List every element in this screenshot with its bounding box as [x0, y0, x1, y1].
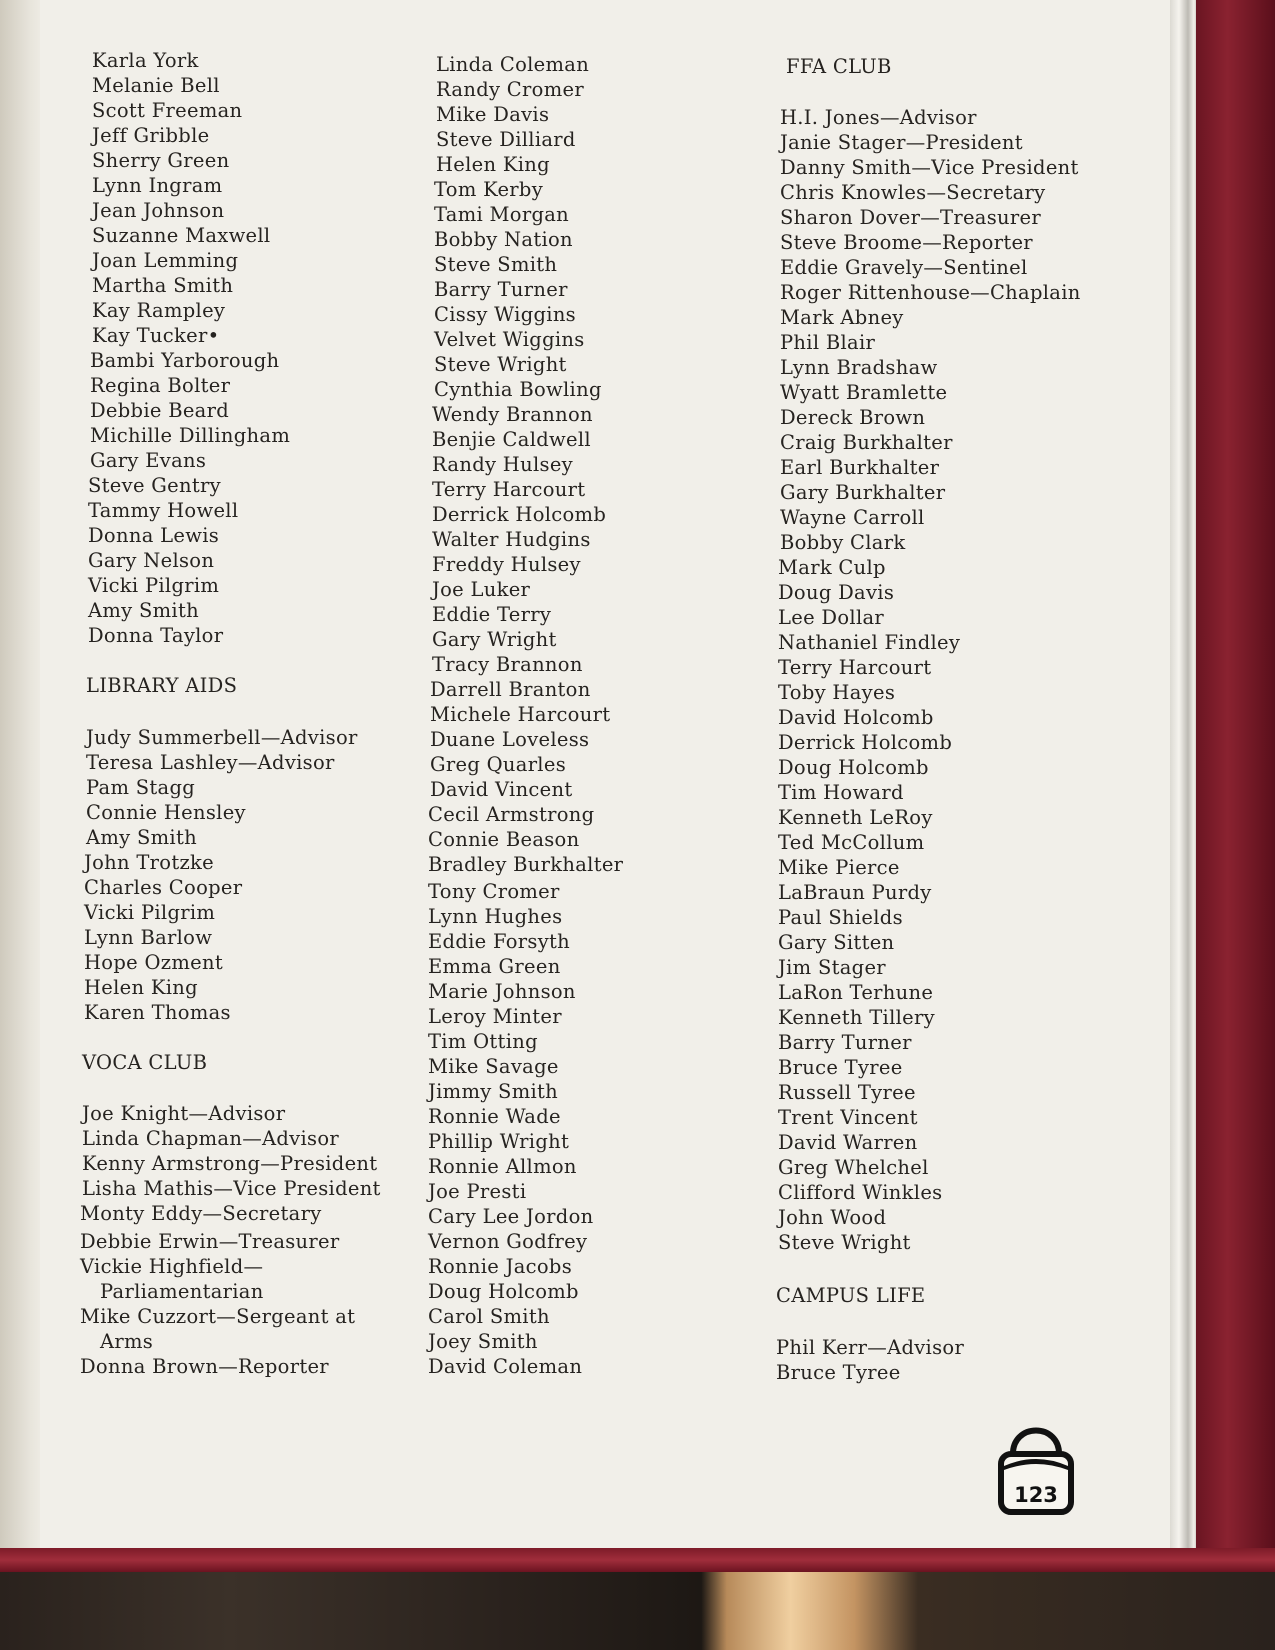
- list-item: Gary Sitten: [778, 931, 895, 954]
- list-item: Roger Rittenhouse—Chaplain: [780, 281, 1081, 304]
- list-item: Randy Cromer: [436, 78, 584, 101]
- list-item: Helen King: [436, 153, 550, 176]
- list-item: Amy Smith: [88, 599, 199, 622]
- list-item: Scott Freeman: [92, 99, 243, 122]
- list-item: Joe Knight—Advisor: [82, 1102, 286, 1125]
- list-item: Gary Evans: [90, 449, 207, 472]
- list-item: Eddie Terry: [432, 603, 552, 626]
- list-item: Doug Davis: [778, 581, 895, 604]
- list-item: Linda Chapman—Advisor: [82, 1127, 340, 1150]
- list-item: Barry Turner: [434, 278, 568, 301]
- list-item: Monty Eddy—Secretary: [80, 1202, 322, 1225]
- background-surface: [0, 1572, 1275, 1650]
- list-item: Gary Nelson: [88, 549, 215, 572]
- list-item: Phil Kerr—Advisor: [776, 1336, 965, 1359]
- list-item: Earl Burkhalter: [780, 456, 940, 479]
- list-item: Cissy Wiggins: [434, 303, 576, 326]
- list-item: Tony Cromer: [428, 880, 560, 903]
- list-item: Toby Hayes: [778, 681, 896, 704]
- list-item: Lynn Ingram: [92, 174, 223, 197]
- list-item: Bruce Tyree: [776, 1361, 901, 1384]
- list-item: Arms: [100, 1330, 154, 1353]
- book-cover-bottom: [0, 1548, 1275, 1572]
- list-item: Vicki Pilgrim: [84, 901, 216, 924]
- list-item: Sherry Green: [92, 149, 230, 172]
- section-heading: VOCA CLUB: [82, 1051, 208, 1074]
- list-item: Wayne Carroll: [780, 506, 925, 529]
- list-item: Derrick Holcomb: [778, 731, 953, 754]
- section-heading: LIBRARY AIDS: [86, 674, 238, 697]
- list-item: Karla York: [92, 49, 199, 72]
- list-item: Duane Loveless: [430, 728, 590, 751]
- list-item: Eddie Forsyth: [428, 930, 571, 953]
- list-item: Leroy Minter: [428, 1005, 562, 1028]
- list-item: Lisha Mathis—Vice President: [82, 1177, 381, 1200]
- list-item: David Coleman: [428, 1355, 583, 1378]
- list-item: H.I. Jones—Advisor: [780, 106, 977, 129]
- list-item: Clifford Winkles: [778, 1181, 943, 1204]
- list-item: Gary Wright: [432, 628, 557, 651]
- list-item: Ronnie Jacobs: [428, 1255, 573, 1278]
- list-item: Doug Holcomb: [778, 756, 929, 779]
- list-item: Darrell Branton: [430, 678, 591, 701]
- list-item: Freddy Hulsey: [432, 553, 581, 576]
- list-item: Mike Savage: [428, 1055, 559, 1078]
- list-item: Joan Lemming: [92, 249, 239, 272]
- list-item: Sharon Dover—Treasurer: [780, 206, 1041, 229]
- list-item: Chris Knowles—Secretary: [780, 181, 1046, 204]
- list-item: John Trotzke: [84, 851, 215, 874]
- list-item: Tim Otting: [428, 1030, 538, 1053]
- list-item: Tami Morgan: [434, 203, 570, 226]
- list-item: Janie Stager—President: [780, 131, 1023, 154]
- list-item: Donna Lewis: [88, 524, 220, 547]
- list-item: Mark Abney: [780, 306, 904, 329]
- list-item: Phil Blair: [780, 331, 876, 354]
- list-item: Jimmy Smith: [428, 1080, 559, 1103]
- list-item: Cynthia Bowling: [434, 378, 602, 401]
- list-item: Doug Holcomb: [428, 1280, 579, 1303]
- list-item: Bambi Yarborough: [90, 349, 280, 372]
- list-item: Amy Smith: [86, 826, 197, 849]
- list-item: Lynn Bradshaw: [780, 356, 938, 379]
- list-item: Ronnie Wade: [428, 1105, 561, 1128]
- list-item: Donna Taylor: [88, 624, 224, 647]
- list-item: Donna Brown—Reporter: [80, 1355, 329, 1378]
- list-item: Gary Burkhalter: [780, 481, 946, 504]
- list-item: Greg Whelchel: [778, 1156, 929, 1179]
- list-item: Russell Tyree: [778, 1081, 916, 1104]
- list-item: Debbie Beard: [90, 399, 230, 422]
- list-item: Debbie Erwin—Treasurer: [80, 1230, 340, 1253]
- section-heading: FFA CLUB: [786, 55, 892, 78]
- list-item: LaRon Terhune: [778, 981, 934, 1004]
- page-number: 123: [1014, 1483, 1058, 1507]
- list-item: Tom Kerby: [434, 178, 544, 201]
- list-item: Mike Pierce: [778, 856, 900, 879]
- list-item: Greg Quarles: [430, 753, 566, 776]
- list-item: Steve Wright: [434, 353, 567, 376]
- list-item: Hope Ozment: [84, 951, 223, 974]
- list-item: Bobby Nation: [434, 228, 573, 251]
- list-item: Marie Johnson: [428, 980, 576, 1003]
- list-item: Mike Cuzzort—Sergeant at: [80, 1305, 356, 1328]
- list-item: Bradley Burkhalter: [428, 853, 624, 876]
- list-item: David Vincent: [430, 778, 573, 801]
- list-item: David Holcomb: [778, 706, 934, 729]
- list-item: Connie Hensley: [86, 801, 246, 824]
- list-item: Cecil Armstrong: [428, 803, 595, 826]
- list-item: Tammy Howell: [88, 499, 239, 522]
- list-item: Martha Smith: [92, 274, 234, 297]
- section-heading: CAMPUS LIFE: [776, 1284, 926, 1307]
- list-item: Bruce Tyree: [778, 1056, 903, 1079]
- list-item: Barry Turner: [778, 1031, 912, 1054]
- list-item: Kenny Armstrong—President: [82, 1152, 378, 1175]
- list-item: Jim Stager: [778, 956, 886, 979]
- list-item: Wendy Brannon: [432, 403, 593, 426]
- list-item: Suzanne Maxwell: [92, 224, 271, 247]
- list-item: Teresa Lashley—Advisor: [86, 751, 335, 774]
- list-item: Mike Davis: [436, 103, 550, 126]
- list-item: Lee Dollar: [778, 606, 885, 629]
- list-item: Wyatt Bramlette: [780, 381, 948, 404]
- list-item: Phillip Wright: [428, 1130, 570, 1153]
- list-item: John Wood: [778, 1206, 887, 1229]
- book-cover-right: [1196, 0, 1275, 1560]
- list-item: Joe Presti: [428, 1180, 527, 1203]
- page-gutter-shadow: [0, 0, 44, 1560]
- list-item: Michele Harcourt: [430, 703, 611, 726]
- list-item: Terry Harcourt: [432, 478, 586, 501]
- list-item: Tracy Brannon: [432, 653, 583, 676]
- list-item: Mark Culp: [778, 556, 886, 579]
- list-item: Kenneth Tillery: [778, 1006, 935, 1029]
- list-item: Bobby Clark: [780, 531, 906, 554]
- list-item: Lynn Hughes: [428, 905, 563, 928]
- list-item: Parliamentarian: [100, 1280, 264, 1303]
- list-item: Kenneth LeRoy: [778, 806, 933, 829]
- list-item: Randy Hulsey: [432, 453, 573, 476]
- list-item: Steve Dilliard: [436, 128, 576, 151]
- list-item: Pam Stagg: [86, 776, 196, 799]
- list-item: Vernon Godfrey: [428, 1230, 588, 1253]
- list-item: Jeff Gribble: [92, 124, 210, 147]
- list-item: Steve Broome—Reporter: [780, 231, 1033, 254]
- list-item: Carol Smith: [428, 1305, 550, 1328]
- list-item: Benjie Caldwell: [432, 428, 591, 451]
- list-item: Kay Rampley: [92, 299, 226, 322]
- list-item: Tim Howard: [778, 781, 904, 804]
- list-item: Craig Burkhalter: [780, 431, 953, 454]
- list-item: Cary Lee Jordon: [428, 1205, 594, 1228]
- list-item: Terry Harcourt: [778, 656, 932, 679]
- list-item: Jean Johnson: [92, 199, 225, 222]
- list-item: Velvet Wiggins: [434, 328, 585, 351]
- list-item: Judy Summerbell—Advisor: [86, 726, 358, 749]
- list-item: Eddie Gravely—Sentinel: [780, 256, 1028, 279]
- list-item: Helen King: [84, 976, 198, 999]
- list-item: Nathaniel Findley: [778, 631, 961, 654]
- list-item: Emma Green: [428, 955, 561, 978]
- list-item: Steve Gentry: [88, 474, 221, 497]
- list-item: David Warren: [778, 1131, 918, 1154]
- list-item: Vicki Pilgrim: [88, 574, 220, 597]
- list-item: Steve Wright: [778, 1231, 911, 1254]
- list-item: Danny Smith—Vice President: [780, 156, 1079, 179]
- list-item: Derrick Holcomb: [432, 503, 607, 526]
- list-item: Regina Bolter: [90, 374, 231, 397]
- list-item: Walter Hudgins: [432, 528, 591, 551]
- list-item: Charles Cooper: [84, 876, 243, 899]
- list-item: Michille Dillingham: [90, 424, 291, 447]
- list-item: LaBraun Purdy: [778, 881, 932, 904]
- list-item: Ronnie Allmon: [428, 1155, 577, 1178]
- list-item: Melanie Bell: [92, 74, 220, 97]
- list-item: Karen Thomas: [84, 1001, 231, 1024]
- list-item: Trent Vincent: [778, 1106, 918, 1129]
- list-item: Kay Tucker•: [92, 324, 220, 347]
- list-item: Ted McCollum: [778, 831, 925, 854]
- list-item: Paul Shields: [778, 906, 903, 929]
- list-item: Lynn Barlow: [84, 926, 213, 949]
- list-item: Joey Smith: [428, 1330, 538, 1353]
- list-item: Connie Beason: [428, 828, 580, 851]
- list-item: Vickie Highfield—: [80, 1255, 264, 1278]
- list-item: Dereck Brown: [780, 406, 926, 429]
- list-item: Linda Coleman: [436, 53, 590, 76]
- list-item: Steve Smith: [434, 253, 558, 276]
- list-item: Joe Luker: [432, 578, 531, 601]
